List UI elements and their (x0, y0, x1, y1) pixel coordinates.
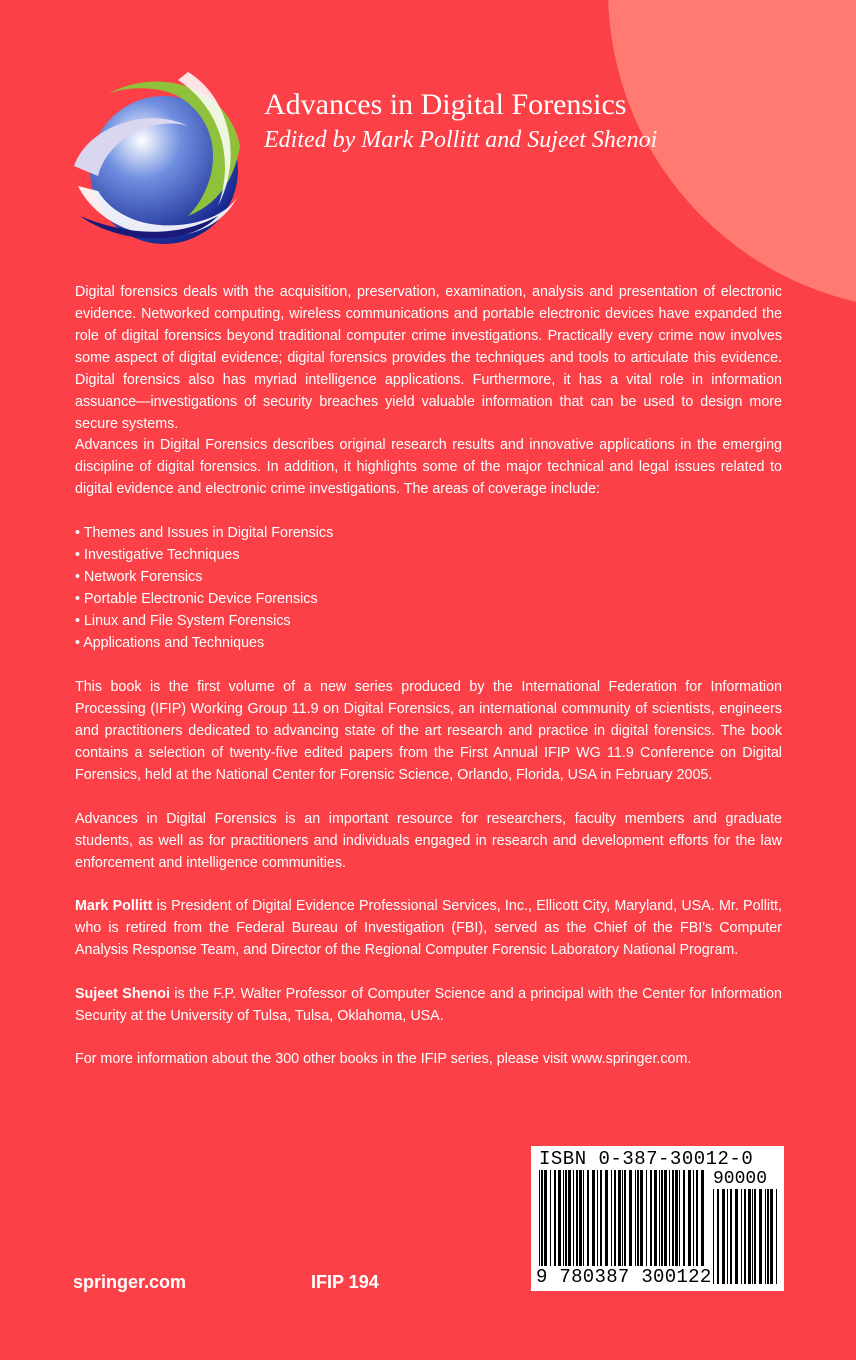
editor-bio-pollitt (75, 895, 782, 961)
editor-bio-shenoi (75, 983, 782, 1027)
description-paragraph-4: Advances in Digital Forensics is an important resource for researchers, faculty members and graduate students, as well as for practitioners and individuals engaged in research and development efforts for the law enforcement and intelligence communities. (75, 811, 782, 871)
barcode-bar (568, 1170, 571, 1266)
globe-swirl-logo-icon (68, 66, 246, 252)
barcode-bar (592, 1170, 595, 1266)
description-paragraph-1: Digital forensics deals with the acquisition, preservation, examination, analysis and presentation of electronic evidence. Networked computing, wireless communications and portable electronic devices have expanded the role of digital forensics beyond traditional computer crime investigations. Practically every crime now involves some aspect of digital evidence; digital forensics provides the techniques and tools to articulate this evidence. Digital forensics also has myriad intelligence applications. Furthermore, it has a vital role in information assuance—investigations of security breaches yield valuable information that can be used to design more secure systems. (75, 284, 782, 432)
book-title: Advances in Digital Forensics (264, 88, 627, 121)
description-paragraph-2: Advances in Digital Forensics describes original research results and innovative applications in the emerging discipline of digital forensics. In addition, it highlights some of the major technical and legal issues related to digital evidence and electronic crime investigations. The areas of coverage include: (75, 437, 782, 497)
editor-name-shenoi: Sujeet Shenoi (75, 986, 170, 1002)
barcode-bar (573, 1170, 574, 1266)
barcode-bar (767, 1189, 769, 1284)
barcode-bar (579, 1170, 582, 1266)
barcode-bar (752, 1189, 753, 1284)
barcode-bar (629, 1170, 632, 1266)
list-item: • Linux and File System Forensics (75, 613, 291, 629)
barcode-bar (675, 1170, 678, 1266)
barcode-bar (624, 1170, 626, 1266)
description-paragraph-3: This book is the first volume of a new series produced by the International Federation for Information Processing (IFIP) Working Group 11.9 on Digital Forensics, an international community of scientists, engineers and practitioners dedicated to advancing state of the art research and practice in digital forensics. The book contains a selection of twenty-five edited papers from the First Annual IFIP WG 11.9 Conference on Digital Forensics, held at the National Center for Forensic Science, Orlando, Florida, USA in February 2005. (75, 679, 782, 783)
barcode-bar (597, 1170, 598, 1266)
barcode-bar (637, 1170, 639, 1266)
barcode-bar (583, 1170, 584, 1266)
ean-barcode-bars (539, 1170, 707, 1268)
barcode-bar (539, 1170, 540, 1266)
barcode-bar (614, 1170, 616, 1266)
barcode-bar (741, 1189, 742, 1284)
list-item: • Network Forensics (75, 569, 203, 585)
barcode-bar (587, 1170, 589, 1266)
barcode-bar (635, 1170, 636, 1266)
editor-bio-text: is the F.P. Walter Professor of Computer Science and a principal with the Center for Information Security at the University of Tulsa, Tulsa, Oklahoma, USA. (75, 986, 782, 1024)
barcode-bar (713, 1189, 714, 1284)
barcode-bar (730, 1189, 732, 1284)
barcode-bar (722, 1189, 725, 1284)
barcode-bar (735, 1189, 738, 1284)
barcode-bar (618, 1170, 621, 1266)
barcode-bar (563, 1170, 564, 1266)
list-item: • Portable Electronic Device Forensics (75, 591, 318, 607)
barcode-bar (640, 1170, 643, 1266)
barcode-bar (550, 1170, 551, 1266)
barcode-bar (701, 1170, 704, 1266)
editor-name-pollitt: Mark Pollitt (75, 898, 153, 914)
barcode-bar (727, 1189, 728, 1284)
barcode-bar (754, 1189, 756, 1284)
isbn-barcode (531, 1146, 784, 1291)
corner-decoration (608, 0, 856, 310)
list-item: • Investigative Techniques (75, 547, 240, 563)
barcode-bar (664, 1170, 667, 1266)
barcode-bar (544, 1170, 547, 1266)
barcode-bar (605, 1170, 608, 1266)
barcode-bar (669, 1170, 670, 1266)
barcode-bar (679, 1170, 680, 1266)
barcode-bar (688, 1170, 691, 1266)
barcode-bar (541, 1170, 543, 1266)
barcode-bar (770, 1189, 773, 1284)
barcode-bar (693, 1170, 694, 1266)
editor-bio-text: is President of Digital Evidence Professional Services, Inc., Ellicott City, Maryland, USA. Mr. Pollitt, who is retired from the Federal Bureau of Investigation (FBI), served as the Chief of the FBI's Computer Analysis Response Team, and Director of the Regional Computer Forensic Laboratory National Program. (75, 898, 782, 958)
barcode-bar (576, 1170, 578, 1266)
ean-number: 9 780387 300122 (536, 1266, 712, 1288)
publisher-website: springer.com (73, 1272, 187, 1292)
barcode-bar (683, 1170, 685, 1266)
barcode-bar (659, 1170, 660, 1266)
barcode-bar (554, 1170, 556, 1266)
barcode-bar (622, 1170, 623, 1266)
barcode-bar (765, 1189, 766, 1284)
barcode-bar (558, 1170, 561, 1266)
barcode-bar (696, 1170, 698, 1266)
barcode-bar (748, 1189, 751, 1284)
barcode-bar (654, 1170, 657, 1266)
list-item: • Themes and Issues in Digital Forensics (75, 525, 334, 541)
price-code: 90000 (713, 1169, 768, 1189)
barcode-bar (717, 1189, 719, 1284)
barcode-bar (646, 1170, 647, 1266)
barcode-bar (672, 1170, 674, 1266)
barcode-bar (759, 1189, 762, 1284)
more-info-paragraph: For more information about the 300 other books in the IFIP series, please visit www.springer.com. (75, 1051, 692, 1067)
barcode-bar (611, 1170, 612, 1266)
book-editors: Edited by Mark Pollitt and Sujeet Shenoi (264, 127, 658, 153)
series-number: IFIP 194 (311, 1272, 379, 1292)
coverage-list (75, 522, 333, 654)
isbn-label: ISBN 0-387-30012-0 (539, 1148, 754, 1170)
barcode-bar (565, 1170, 567, 1266)
addon-barcode-bars (713, 1189, 779, 1284)
barcode-bar (744, 1189, 746, 1284)
barcode-bar (661, 1170, 663, 1266)
barcode-bar (650, 1170, 652, 1266)
barcode-bar (776, 1189, 777, 1284)
list-item: • Applications and Techniques (75, 635, 265, 651)
barcode-bar (600, 1170, 602, 1266)
